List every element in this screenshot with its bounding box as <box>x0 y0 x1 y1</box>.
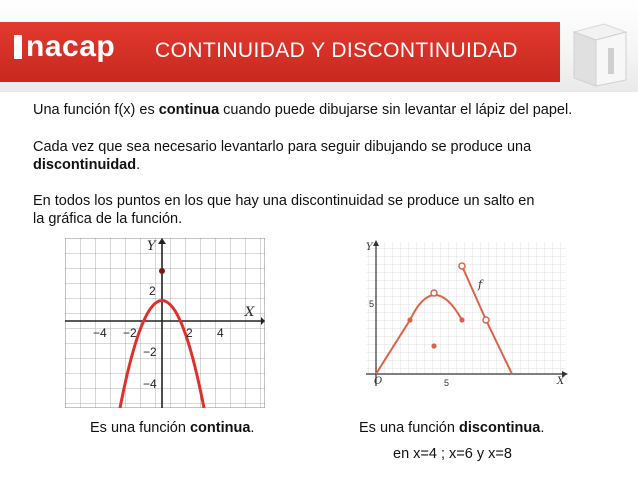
p2-text-bold: discontinuidad <box>33 157 137 173</box>
right-y-axis-label: Y <box>366 242 373 253</box>
left-tick-y-neg4: −4 <box>143 377 157 391</box>
left-tick-x-4: 4 <box>217 326 224 340</box>
header-banner <box>0 0 638 92</box>
caption-right-bold: discontinua <box>458 420 541 436</box>
p1-text-bold: continua <box>158 102 220 118</box>
p1-text-pre: Una función f(x) es <box>33 102 159 118</box>
continuous-function-graph <box>65 238 265 408</box>
paragraph-2 <box>33 138 531 174</box>
right-function-label: f <box>478 278 483 291</box>
page-title: CONTINUIDAD Y DISCONTINUIDAD <box>155 39 518 62</box>
left-tick-y-2: 2 <box>149 284 156 298</box>
paragraph-3 <box>33 192 534 228</box>
right-tick-y5: 5 <box>369 299 375 309</box>
caption-continuous <box>90 420 254 436</box>
p1-text-post: cuando puede dibujarse sin levantar el lápiz del papel. <box>219 102 573 118</box>
right-origin-label: O <box>374 376 383 387</box>
left-tick-x-neg2: −2 <box>123 326 137 340</box>
logo-mark <box>14 35 22 59</box>
left-x-axis-label: X <box>245 305 255 320</box>
caption-left-post: . <box>250 420 255 436</box>
left-y-axis-label: Y <box>147 239 156 254</box>
caption-right-pre: Es una función <box>359 420 459 436</box>
caption-right-post: . <box>540 420 545 436</box>
caption-discontinuous <box>359 420 544 436</box>
right-tick-x5: 5 <box>444 378 450 388</box>
logo-text: nacap <box>26 30 116 63</box>
left-tick-y-neg2: −2 <box>143 345 157 359</box>
p3-line-2: la gráfica de la función. <box>33 211 183 227</box>
left-tick-x-2: 2 <box>186 326 193 340</box>
left-tick-x-neg4: −4 <box>93 326 107 340</box>
p2-line-1: Cada vez que sea necesario levantarlo para seguir dibujando se produce una <box>33 139 532 155</box>
p3-line-1: En todos los puntos en los que hay una discontinuidad se produce un salto en <box>33 193 535 209</box>
p2-text-post: . <box>136 157 141 173</box>
right-x-axis-label: X <box>557 376 565 387</box>
paragraph-1 <box>33 101 572 119</box>
discontinuous-function-graph <box>344 240 570 390</box>
caption-left-pre: Es una función <box>90 420 190 436</box>
cube-logo-icon <box>568 18 630 90</box>
caption-discontinuity-points: en x=4 ; x=6 y x=8 <box>393 446 512 462</box>
caption-left-bold: continua <box>189 420 251 436</box>
